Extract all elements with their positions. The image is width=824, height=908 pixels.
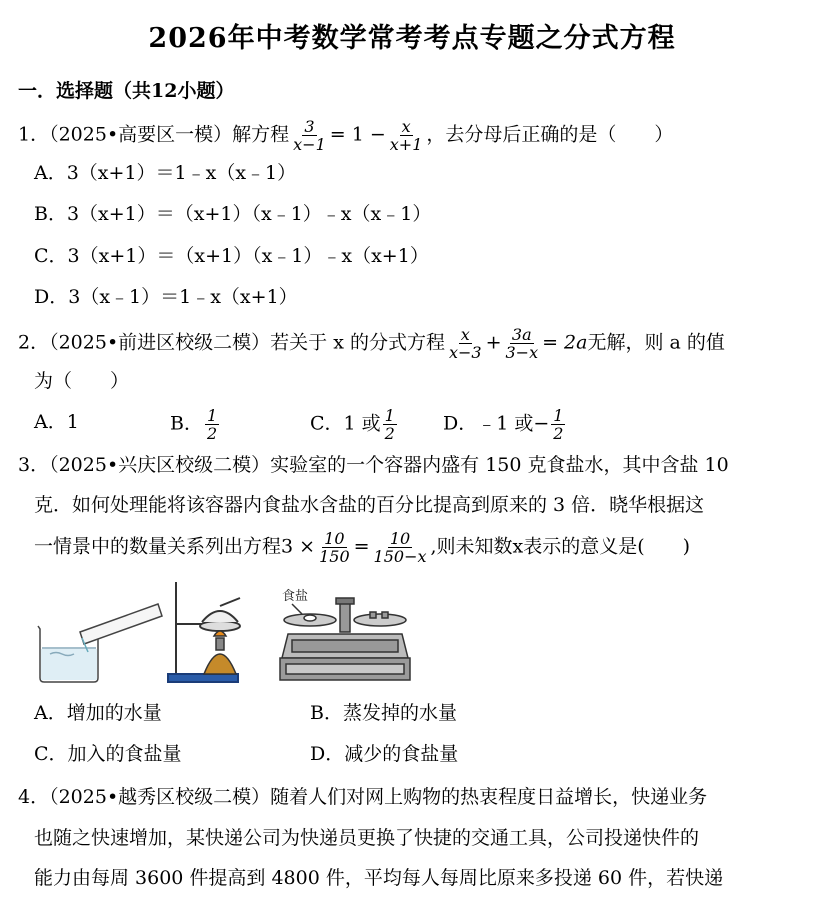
- q2-prefix: 2．（2025•前进区校级二模）若关于 x 的分式方程: [18, 331, 445, 354]
- section-heading: 一．选择题（共12小题）: [18, 80, 235, 102]
- q3-option-b[interactable]: B．蒸发掉的水量: [310, 702, 457, 724]
- q4-stem-line2: 也随之快速增加，某快递公司为快递员更换了快捷的交通工具，公司投递快件的: [34, 827, 700, 849]
- q4-stem-line1: 4．（2025•越秀区校级二模）随着人们对网上购物的热衷程度日益增长，快递业务: [18, 786, 708, 808]
- q3-stem-line2: 克．如何处理能将该容器内食盐水含盐的百分比提高到原来的 3 倍．晓华根据这: [34, 494, 705, 516]
- q3-eq-mid: =: [353, 535, 370, 558]
- q1-eq-mid: = 1 −: [329, 123, 386, 146]
- q3-option-d[interactable]: D．减少的食盐量: [310, 743, 459, 765]
- q3-fraction-2: $\frac{10}{150-x}$: [373, 529, 427, 566]
- lab-illustration: [30, 574, 450, 688]
- q2-option-c-half: $\frac{1}{2}$: [384, 406, 395, 443]
- salt-label: 食盐: [282, 589, 309, 604]
- question-1-stem: [18, 118, 673, 153]
- q3-stem-line1: 3．（2025•兴庆区校级二模）实验室的一个容器内盛有 150 克食盐水，其中含盐 10: [18, 454, 729, 476]
- q1-suffix: ，去分母后正确的是（ ）: [426, 123, 674, 146]
- q1-option-d[interactable]: D．3（x﹣1）＝1﹣x（x+1）: [34, 286, 298, 308]
- q2-plus: +: [485, 331, 502, 354]
- q2-stem-line2: 为（ ）: [34, 370, 130, 392]
- q1-option-c[interactable]: C．3（x+1）＝（x+1）（x﹣1）﹣x（x+1）: [34, 245, 429, 267]
- question-2-stem: [18, 326, 725, 361]
- q1-fraction-2: $\frac{x}{x+1}$: [389, 117, 423, 154]
- q3-stem-line3: 一情景中的数量关系列出方程3 × $\frac{10}{150}$ = $\frac{10}{150-x}$ ,则未知数x表示的意义是( ): [34, 529, 691, 566]
- q1-prefix: 1．（2025•高要区一模）解方程: [18, 123, 290, 146]
- q2-fraction-1: $\frac{x}{x-3}$: [448, 325, 482, 362]
- q2-suffix: 无解，则 a 的值: [587, 331, 725, 354]
- cylinder-icon: [80, 604, 162, 652]
- balance-scale-icon: [280, 598, 410, 680]
- q1-option-b[interactable]: B．3（x+1）＝（x+1）（x﹣1）﹣x（x﹣1）: [34, 203, 432, 225]
- q2-option-d[interactable]: D．﹣1 或− $\frac{1}{2}$: [443, 406, 564, 443]
- page-title: 2026年中考数学常考考点专题之分式方程: [148, 23, 676, 54]
- q2-fraction-2: $\frac{3a}{3-x}$: [505, 325, 539, 362]
- q3-fraction-1: $\frac{10}{150}$: [319, 529, 350, 566]
- q1-option-a[interactable]: A．3（x+1）＝1﹣x（x﹣1）: [34, 162, 297, 184]
- q2-option-b[interactable]: B． $\frac{1}{2}$: [170, 406, 218, 443]
- q2-rhs: = 2a: [542, 331, 588, 354]
- q3-option-c[interactable]: C．加入的食盐量: [34, 743, 182, 765]
- q2-option-c[interactable]: C．1 或 $\frac{1}{2}$: [310, 406, 395, 443]
- q2-option-b-half: $\frac{1}{2}$: [206, 406, 218, 443]
- q3-eq-lhs: 3 ×: [281, 535, 316, 558]
- q2-option-d-half: $\frac{1}{2}$: [553, 406, 564, 443]
- q2-option-a[interactable]: A．1: [34, 411, 79, 433]
- q4-stem-line3: 能力由每周 3600 件提高到 4800 件，平均每人每周比原来多投递 60 件，若快递: [34, 867, 724, 889]
- alcohol-lamp-icon: [204, 631, 236, 674]
- q1-fraction-1: $\frac{3}{x-1}$: [293, 117, 326, 154]
- q3-option-a[interactable]: A．增加的水量: [34, 702, 162, 724]
